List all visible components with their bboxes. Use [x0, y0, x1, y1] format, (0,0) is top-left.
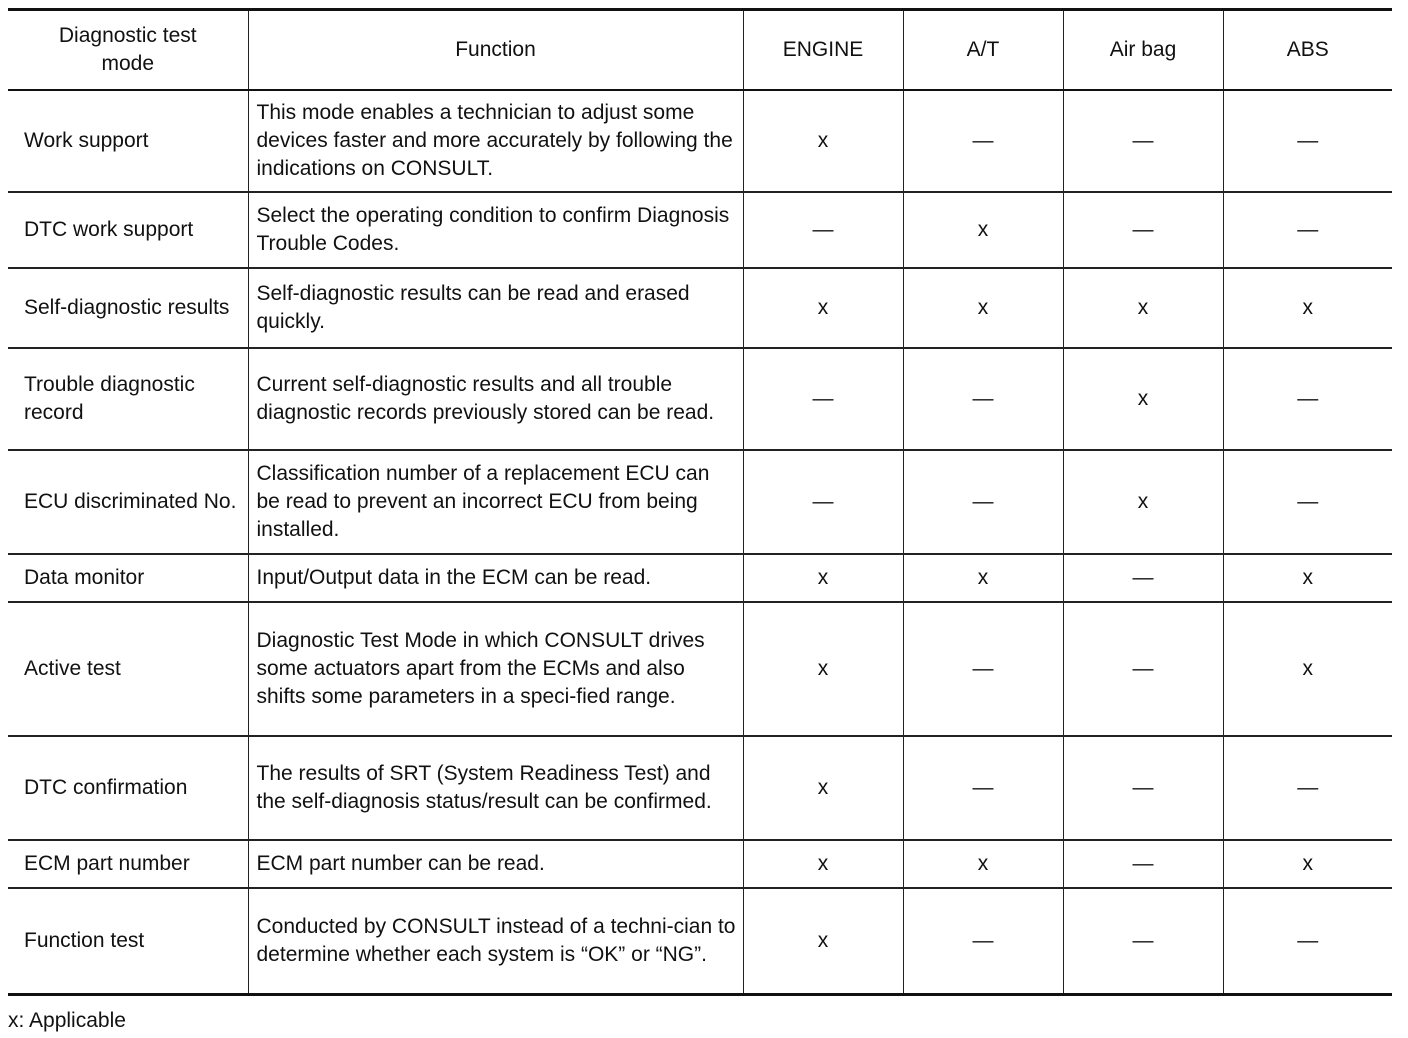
mode-cell: Function test [8, 888, 248, 994]
airbag-cell: — [1063, 840, 1223, 888]
airbag-cell: — [1063, 90, 1223, 192]
header-row [8, 10, 1392, 91]
engine-cell: x [743, 736, 903, 840]
function-cell: Self-diagnostic results can be read and erased quickly. [248, 268, 743, 348]
engine-cell: x [743, 602, 903, 736]
engine-cell: x [743, 268, 903, 348]
table-row [8, 840, 1392, 888]
header-diagnostic-test-mode: Diagnostic test mode [8, 10, 248, 91]
abs-cell: — [1223, 348, 1392, 450]
function-cell: Select the operating condition to confirm Diagnosis Trouble Codes. [248, 192, 743, 268]
table-row [8, 90, 1392, 192]
abs-cell: — [1223, 450, 1392, 554]
table-row [8, 192, 1392, 268]
airbag-cell: — [1063, 736, 1223, 840]
abs-cell: x [1223, 602, 1392, 736]
table-row [8, 888, 1392, 994]
abs-cell: x [1223, 268, 1392, 348]
function-cell: Input/Output data in the ECM can be read. [248, 554, 743, 602]
mode-cell: ECM part number [8, 840, 248, 888]
mode-cell: DTC work support [8, 192, 248, 268]
airbag-cell: x [1063, 450, 1223, 554]
function-cell: ECM part number can be read. [248, 840, 743, 888]
airbag-cell: — [1063, 554, 1223, 602]
engine-cell: x [743, 840, 903, 888]
mode-cell: ECU discriminated No. [8, 450, 248, 554]
table-row [8, 554, 1392, 602]
at-cell: — [903, 90, 1063, 192]
mode-cell: DTC confirmation [8, 736, 248, 840]
mode-cell: Self-diagnostic results [8, 268, 248, 348]
engine-cell: — [743, 348, 903, 450]
table-row [8, 268, 1392, 348]
at-cell: — [903, 888, 1063, 994]
abs-cell: x [1223, 840, 1392, 888]
airbag-cell: — [1063, 888, 1223, 994]
engine-cell: x [743, 888, 903, 994]
abs-cell: — [1223, 888, 1392, 994]
header-air-bag: Air bag [1063, 10, 1223, 91]
airbag-cell: — [1063, 602, 1223, 736]
mode-cell: Data monitor [8, 554, 248, 602]
engine-cell: — [743, 450, 903, 554]
diagnostic-mode-table [8, 8, 1392, 996]
at-cell: x [903, 554, 1063, 602]
table-row [8, 736, 1392, 840]
at-cell: — [903, 450, 1063, 554]
footnote-applicable-legend: x: Applicable [8, 1008, 126, 1032]
abs-cell: — [1223, 736, 1392, 840]
function-cell: Diagnostic Test Mode in which CONSULT drives some actuators apart from the ECMs and also shifts some parameters in a speci-fied range. [248, 602, 743, 736]
at-cell: — [903, 348, 1063, 450]
header-abs: ABS [1223, 10, 1392, 91]
header-engine: ENGINE [743, 10, 903, 91]
header-at: A/T [903, 10, 1063, 91]
function-cell: Classification number of a replacement ECU can be read to prevent an incorrect ECU from being installed. [248, 450, 743, 554]
function-cell: Conducted by CONSULT instead of a techni-cian to determine whether each system is “OK” or “NG”. [248, 888, 743, 994]
at-cell: x [903, 268, 1063, 348]
table-row [8, 348, 1392, 450]
mode-cell: Active test [8, 602, 248, 736]
mode-cell: Work support [8, 90, 248, 192]
document-page [8, 8, 1392, 1034]
engine-cell: — [743, 192, 903, 268]
mode-cell: Trouble diagnostic record [8, 348, 248, 450]
at-cell: x [903, 192, 1063, 268]
function-cell: Current self-diagnostic results and all trouble diagnostic records previously stored can be read. [248, 348, 743, 450]
abs-cell: x [1223, 554, 1392, 602]
function-cell: The results of SRT (System Readiness Test) and the self-diagnosis status/result can be confirmed. [248, 736, 743, 840]
abs-cell: — [1223, 192, 1392, 268]
at-cell: — [903, 736, 1063, 840]
engine-cell: x [743, 554, 903, 602]
at-cell: — [903, 602, 1063, 736]
airbag-cell: — [1063, 192, 1223, 268]
abs-cell: — [1223, 90, 1392, 192]
airbag-cell: x [1063, 268, 1223, 348]
table-row [8, 450, 1392, 554]
table-row [8, 602, 1392, 736]
header-function: Function [248, 10, 743, 91]
at-cell: x [903, 840, 1063, 888]
airbag-cell: x [1063, 348, 1223, 450]
function-cell: This mode enables a technician to adjust some devices faster and more accurately by following the indications on CONSULT. [248, 90, 743, 192]
engine-cell: x [743, 90, 903, 192]
